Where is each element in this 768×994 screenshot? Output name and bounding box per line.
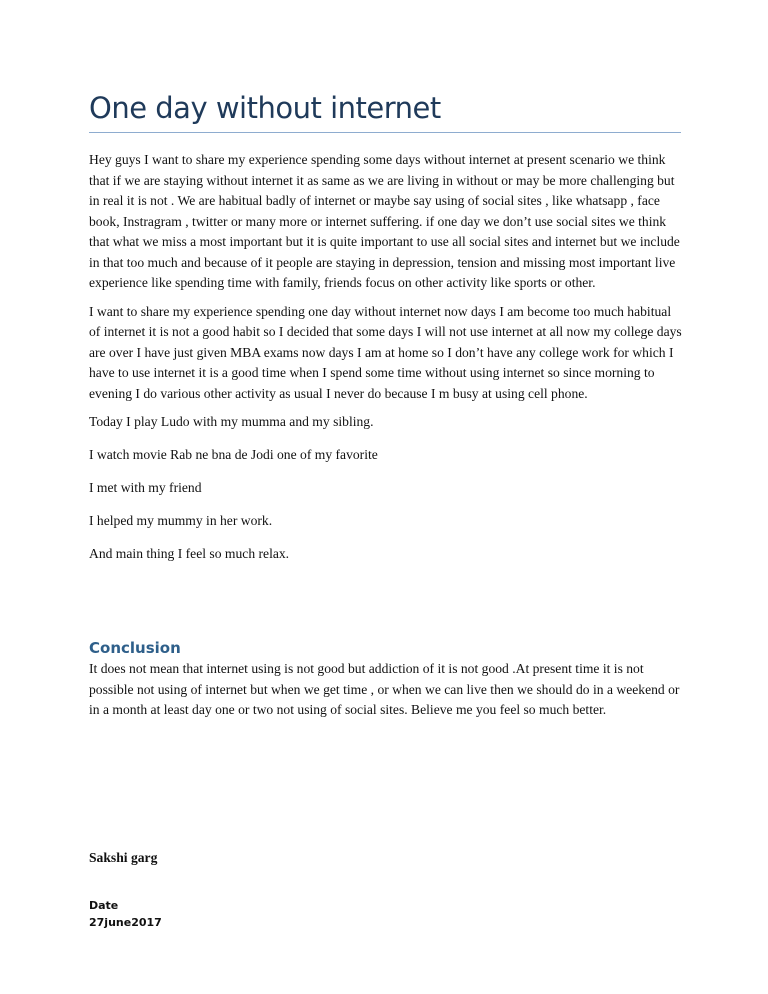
body-paragraph-1: Hey guys I want to share my experience spending some days without internet at present scenario we think that if we are staying without internet it as same as we are living in without or may be more challenging but in real it is not . We are habitual badly of internet or maybe say using of social sites , like whatsapp , face book, Instragram , twitter or many more or internet suffering. if one day we don’t use social sites we think that what we miss a most important but it is quite important to use all social sites and internet but we include in that too much and because of it people are staying in depression, tension and missing most important live experience like spending time with family, friends focus on other activity like sports or other.	[89, 152, 680, 290]
activity-line-5: And main thing I feel so much relax.	[89, 546, 290, 561]
document-title: One day without internet	[89, 91, 441, 125]
conclusion-paragraph: It does not mean that internet using is not good but addiction of it is not good .At present time it is not possible not using of internet but when we get time , or when we can live then we should do in a weekend or in a month at least day one or two not using of social sites. Believe me you feel so much better.	[89, 661, 680, 717]
document-body	[89, 150, 684, 577]
author-name: Sakshi garg	[89, 850, 158, 865]
date-value: 27june2017	[89, 916, 162, 929]
activity-line-4: I helped my mummy in her work.	[89, 513, 273, 528]
activity-line-1: Today I play Ludo with my mumma and my sibling.	[89, 414, 374, 429]
title-underline	[89, 132, 681, 133]
activity-line-3: I met with my friend	[89, 480, 202, 495]
date-label: Date	[89, 899, 119, 912]
activity-line-2: I watch movie Rab ne bna de Jodi one of my favorite	[89, 447, 378, 462]
body-paragraph-2: I want to share my experience spending one day without internet now days I am become too much habitual of internet it is not a good habit so I decided that some days I will not use internet at all now my college days are over I have just given MBA exams now days I am at home so I don’t have any college work for which I have to use internet it is a good time when I spend some time without using internet so since morning to evening I do various other activity as usual I never do because I m busy at using cell phone.	[89, 303, 682, 401]
conclusion-heading: Conclusion	[89, 639, 181, 657]
